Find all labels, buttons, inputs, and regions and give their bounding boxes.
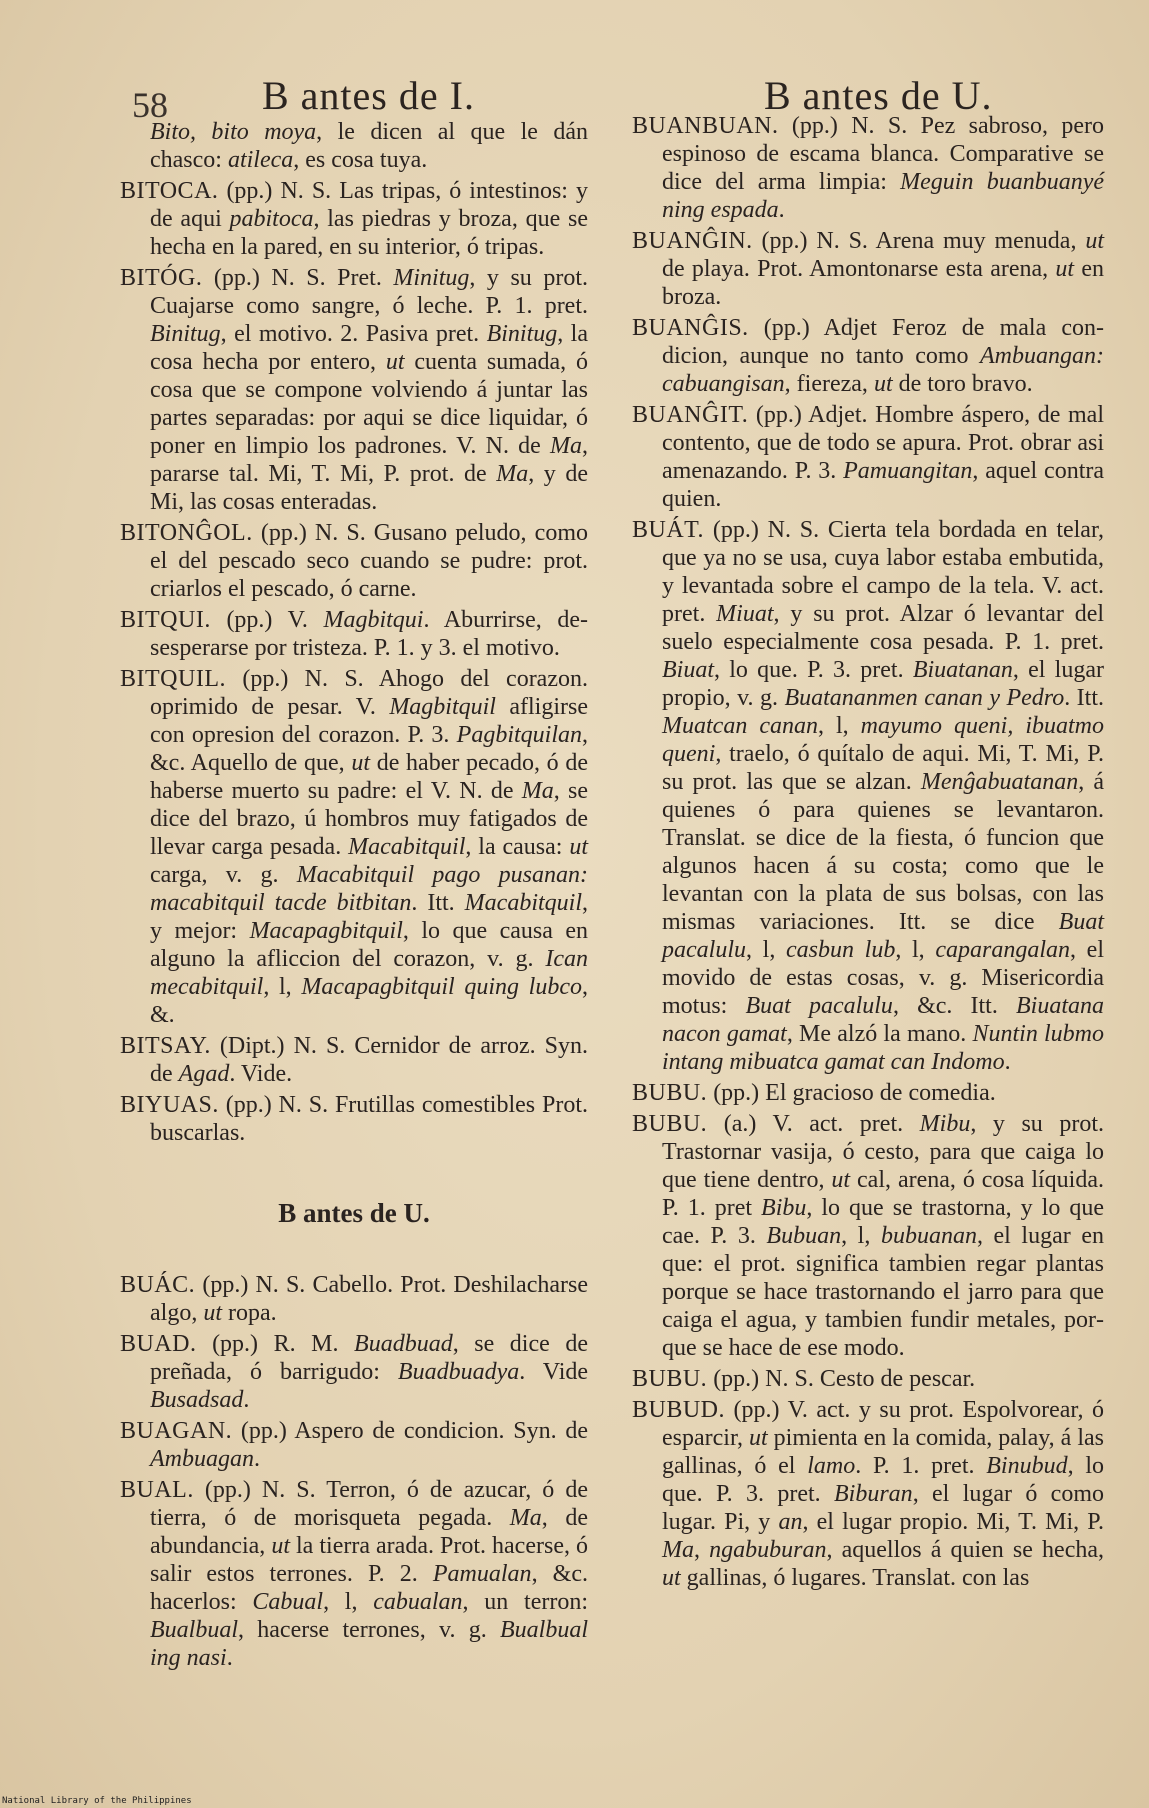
entry-headword: BITQUIL. (120, 666, 226, 692)
entry-text: (pp.) V. (210, 607, 324, 633)
entry-text: (a.) V. act. pret. (707, 1111, 920, 1137)
dictionary-entry (120, 1091, 588, 1147)
entry-text: cuenta sumada, ó cosa que se compone volviendo á juntar las partes separadas: por aqui se dice liquidar, ó poner en limpio los padrones. V. N. de (150, 349, 588, 459)
entry-term: ut (1055, 256, 1075, 282)
entry-text: . Itt. (411, 890, 465, 916)
entry-text: cal, arena, ó cosa líquida. P. 1. pret (662, 1167, 1104, 1221)
entry-text: en broza. (662, 256, 1105, 310)
entry-headword: BUAL. (120, 1477, 194, 1503)
entry-term: Macabitquil pago pusanan: macabitquil tacde bitbitan (150, 862, 588, 916)
left-entries (120, 118, 588, 1147)
dictionary-entry (120, 1330, 588, 1414)
entry-term: ut (749, 1425, 768, 1451)
entry-text: (pp.) N. S. Cesto de pescar. (707, 1366, 976, 1392)
entry-headword: BUAD. (120, 1331, 197, 1357)
entry-term: Pamuangitan (843, 458, 973, 484)
entry-text: , y mejor: (150, 890, 588, 944)
entry-term: Buadbuadya (397, 1359, 520, 1385)
dictionary-entry (632, 1365, 1104, 1393)
entry-term: Biuatanan (912, 657, 1013, 683)
dictionary-entry (632, 227, 1104, 311)
entry-text: , la cosa hecha por entero, (150, 321, 589, 375)
entry-term: Meguin buanbuanyé ning espada (662, 169, 1104, 223)
entry-term: pabitoca (229, 206, 314, 232)
entry-text: , las piedras y broza, que se hecha en la pared, en su interior, ó tripas. (150, 206, 588, 260)
entry-text: , &c. Itt. (892, 993, 1016, 1019)
left-entries-section-2 (120, 1271, 588, 1672)
entry-term: ut (873, 371, 893, 397)
entry-term: Bito, bito moya (150, 119, 317, 145)
entry-text: de playa. Prot. Amontonarse esta arena, (662, 256, 1056, 282)
entry-text: , el movido de estas cosas, v. g. Misericordia motus: (662, 937, 1104, 1019)
right-column (632, 112, 1104, 1595)
entry-term: mayumo queni, ibuatmo queni (662, 713, 1104, 767)
dictionary-entry (120, 1417, 588, 1473)
entry-text: , le dicen al que le dán chasco: (150, 119, 588, 173)
entry-text: , lo que. P. 3. pret. (662, 1453, 1104, 1507)
entry-text: . (254, 1446, 260, 1472)
entry-text: (pp.) N. S. Las tripas, ó intestinos: y de aqui (150, 178, 588, 232)
entry-term: cabualan (373, 1589, 463, 1615)
entry-term: Magbitqui (323, 607, 424, 633)
entry-text: (pp.) N. S. Frutillas comestibles Prot. buscarlas. (150, 1092, 588, 1146)
entry-text: , (694, 1537, 710, 1563)
right-entries (632, 112, 1104, 1592)
dictionary-entry (120, 665, 588, 1029)
entry-term: Magbitquil (389, 694, 496, 720)
entry-headword: BUÁC. (120, 1272, 196, 1298)
entry-term: ut (662, 1565, 681, 1591)
entry-text: (pp.) N. S. Ahogo del corazon. oprimido de pesar. V. (150, 666, 588, 720)
entry-term: ut (351, 750, 371, 776)
entry-headword: BITÓG. (120, 265, 203, 291)
entry-text: pimienta en la comida, palay, á las gallinas, ó el (662, 1425, 1104, 1479)
entry-term: atileca (227, 147, 294, 173)
entry-text: , se dice de preñada, ó barrigudo: (150, 1331, 588, 1385)
entry-term: Pagbitquilan (456, 722, 582, 748)
entry-term: bubuanan (880, 1223, 977, 1249)
entry-term: Cabual (252, 1589, 324, 1615)
entry-text: , &c. hacerlos: (150, 1561, 588, 1615)
entry-text: . Vide. (229, 1061, 293, 1087)
entry-text: , la causa: (465, 834, 570, 860)
entry-text: , &. (150, 974, 588, 1028)
entry-term: ut (831, 1167, 851, 1193)
entry-text: de toro bravo. (892, 371, 1033, 397)
entry-text: . P. 1. pret. (855, 1453, 987, 1479)
section-title: B antes de U. (278, 1198, 430, 1228)
entry-term: ut (271, 1533, 290, 1559)
entry-term: Bubuan (766, 1223, 842, 1249)
entry-term: lamo (807, 1453, 856, 1479)
entry-term: Ma (662, 1537, 694, 1563)
entry-text: , el motivo. 2. Pasiva pret. (220, 321, 487, 347)
entry-headword: BUBU. (632, 1366, 708, 1392)
dictionary-entry (120, 118, 588, 174)
dictionary-entry (120, 1271, 588, 1327)
entry-headword: BITSAY. (120, 1033, 211, 1059)
dictionary-entry (632, 401, 1104, 513)
dictionary-entry (120, 606, 588, 662)
entry-headword: BUANĜIN. (632, 228, 753, 254)
entry-text: carga, v. g. (150, 862, 297, 888)
entry-text: , l, (263, 974, 302, 1000)
entry-text: , es cosa tuya. (293, 147, 428, 173)
entry-text: , lo que se trastorna, y lo que cae. P. 3. (662, 1195, 1105, 1249)
entry-headword: BIYUAS. (120, 1092, 219, 1118)
entry-term: Muatcan canan (662, 713, 818, 739)
entry-text: , pararse tal. Mi, T. Mi, P. prot. de (150, 433, 588, 487)
entry-term: caparangalan (935, 937, 1070, 963)
entry-text: , el lugar propio, v. g. (662, 657, 1104, 711)
entry-term: an (778, 1509, 803, 1535)
entry-headword: BUAGAN. (120, 1418, 233, 1444)
entry-headword: BUBU. (632, 1080, 708, 1106)
entry-term: Mibu (919, 1111, 971, 1137)
entry-term: Ambuangan: cabuangisan (662, 343, 1104, 397)
entry-headword: BUANĜIT. (632, 402, 749, 428)
entry-term: Ican mecabitquil (150, 946, 588, 1000)
entry-term: Biburan (834, 1481, 913, 1507)
entry-text: , Me alzó la mano. (786, 1021, 973, 1047)
entry-text: . (1004, 1049, 1011, 1075)
page-number: 58 (132, 85, 168, 125)
entry-headword: BITOCA. (120, 178, 219, 204)
entry-term: Nuntin lubmo intang mibuatca gamat can Indomo (662, 1021, 1105, 1075)
entry-text: , &c. Aquello de que, (150, 722, 588, 776)
entry-term: Binitug (486, 321, 558, 347)
entry-text: , de abundancia, (150, 1505, 588, 1559)
entry-term: Ma (521, 778, 554, 804)
entry-term: Macapagbitquil (249, 918, 403, 944)
entry-text: (pp.) N. S. Terron, ó de azucar, ó de tierra, ó de morisqueta pegada. (150, 1477, 588, 1531)
entry-text: , lo que. P. 3. pret. (714, 657, 913, 683)
entry-term: Bibu (761, 1195, 807, 1221)
entry-term: Macabitquil (464, 890, 582, 916)
entry-term: ut (569, 834, 588, 860)
entry-text: (pp.) Adjet Feroz de mala condicion, aunque no tanto como (662, 315, 1104, 369)
dictionary-entry (632, 112, 1104, 224)
entry-text: , á quienes ó para quienes se levantaron. Translat. se dice de la fiesta, ó funcion que algunos hacen á su costa; como que le levantan con la plata de sus bolsas, con las mismas variaciones. Itt. se dice (662, 769, 1104, 935)
entry-text: (pp.) R. M. (196, 1331, 355, 1357)
left-column (120, 118, 588, 1675)
entry-text: . Vide (519, 1359, 589, 1385)
entry-headword: BUANĜIS. (632, 315, 749, 341)
entry-term: ut (385, 349, 405, 375)
entry-term: Agad (178, 1061, 230, 1087)
entry-text: , aquel contra quien. (662, 458, 1105, 512)
entry-term: Ambuagan (150, 1446, 254, 1472)
dictionary-entry (632, 1079, 1104, 1107)
entry-term: Biuat (662, 657, 714, 683)
entry-text: , y su prot. Cuajarse como sangre, ó leche. P. 1. pret. (150, 265, 589, 319)
entry-term: casbun lub (786, 937, 896, 963)
entry-term: Minitug (393, 265, 470, 291)
entry-text: , hacerse terrones, v. g. (238, 1617, 500, 1643)
entry-text: (Dipt.) N. S. Cernidor de arroz. Syn. de (150, 1033, 588, 1087)
entry-text: , y su prot. Alzar ó levantar del suelo especialmente cosa pesada. P. 1. pret. (662, 601, 1105, 655)
entry-text: afligirse con opresion del corazon. P. 3. (150, 694, 589, 748)
entry-text: (pp.) N. S. Pez sabroso, pero espinoso de escama blanca. Comparative se dice del arma limpia: (662, 113, 1104, 195)
entry-term: Buat pacalulu (745, 993, 893, 1019)
entry-text: (pp.) N. S. Cabello. Prot. Deshilacharse algo, (150, 1272, 588, 1326)
entry-term: Macapagbitquil quing lubco (301, 974, 582, 1000)
entry-headword: BITQUI. (120, 607, 211, 633)
entry-headword: BUBUD. (632, 1397, 726, 1423)
entry-text: , fiereza, (784, 371, 874, 397)
entry-text: (pp.) V. act. y su prot. Espolvorear, ó esparcir, (662, 1397, 1104, 1451)
entry-term: Ma (550, 433, 582, 459)
dictionary-entry (632, 1110, 1104, 1362)
running-head-right: B antes de U. (764, 73, 993, 118)
dictionary-entry (632, 314, 1104, 398)
entry-text: . Itt. (1064, 685, 1104, 711)
entry-term: Buatananmen canan y Pedro (784, 685, 1065, 711)
entry-term: Biuatana nacon gamat (662, 993, 1104, 1047)
dictionary-entry (120, 177, 588, 261)
entry-text: . (778, 197, 785, 223)
entry-text: , traelo, ó quítalo de aqui. Mi, T. Mi, P. su prot. las que se alzan. (662, 741, 1104, 795)
entry-text: la tierra arada. Prot. hacerse, ó salir estos terrones. P. 2. (150, 1533, 589, 1587)
entry-text: (pp.) Aspero de condicion. Syn. de (232, 1418, 588, 1444)
entry-text: ropa. (222, 1300, 277, 1326)
entry-text: (pp.) N. S. Cierta tela bordada en telar, que ya no se usa, cuya labor estaba embutida, y levantada sobre el campo de la tela. V. act. pret. (662, 517, 1104, 627)
dictionary-entry (120, 519, 588, 603)
running-head-left: B antes de I. (262, 73, 475, 118)
entry-text: . Aburrirse, desesperarse por tristeza. P. 1. y 3. el motivo. (150, 607, 588, 661)
entry-text: (pp.) N. S. Pret. (202, 265, 394, 291)
dictionary-entry (632, 1396, 1104, 1592)
entry-term: ngabuburan (709, 1537, 827, 1563)
entry-text: . (243, 1387, 250, 1413)
entry-text: , l, (746, 937, 786, 963)
entry-term: Ma (496, 461, 529, 487)
entry-term: Pamualan (432, 1561, 532, 1587)
entry-text: (pp.) El gracioso de comedia. (707, 1080, 996, 1106)
entry-text: , el lugar en que: el prot. significa tambien regar plantas porque se hace trastornando el jarro para que caiga el agua, y tambien fundir metales, porque se hace de ese modo. (662, 1223, 1104, 1361)
entry-text: de haber pecado, ó de haberse muerto su padre: el V. N. de (150, 750, 589, 804)
entry-text: , se dice del brazo, ú hombros muy fatigados de llevar carga pesada. (150, 778, 588, 860)
entry-text: , el lugar propio. Mi, T. Mi, P. (802, 1509, 1104, 1535)
entry-headword: BUÁT. (632, 517, 705, 543)
entry-text: , aquellos á quien se hecha, (826, 1537, 1104, 1563)
entry-headword: BUANBUAN. (632, 113, 779, 139)
entry-term: Bualbual ing nasi (150, 1617, 588, 1671)
entry-term: Binitug (150, 321, 221, 347)
entry-term: Miuat (716, 601, 774, 627)
dictionary-entry (120, 1476, 588, 1672)
entry-text: (pp.) N. S. Gusano peludo, como el del pescado seco cuando se pudre: prot. criarlos el pescado, ó carne. (150, 520, 588, 602)
entry-headword: BUBU. (632, 1111, 708, 1137)
entry-term: Menĝabuatanan (920, 769, 1079, 795)
entry-text: , y de Mi, las cosas enteradas. (150, 461, 588, 515)
dictionary-entry (120, 1032, 588, 1088)
entry-term: Busadsad (150, 1387, 244, 1413)
entry-term: Binubud (986, 1453, 1068, 1479)
entry-text: , l, (895, 937, 936, 963)
entry-headword: BITONĜOL. (120, 520, 253, 546)
dictionary-entry (120, 264, 588, 516)
entry-term: Buadbuad (354, 1331, 453, 1357)
entry-term: ut (1085, 228, 1104, 254)
entry-text: , el lugar ó como lugar. Pi, y (662, 1481, 1104, 1535)
entry-text: (pp.) Adjet. Hombre áspero, de mal contento, que de todo se apura. Prot. obrar asi amenazando. P. 3. (662, 402, 1104, 484)
entry-term: Macabitquil (348, 834, 466, 860)
entry-term: ut (203, 1300, 222, 1326)
entry-text: (pp.) N. S. Arena muy menuda, (752, 228, 1086, 254)
entry-text: gallinas, ó lugares. Translat. con las (680, 1565, 1030, 1591)
entry-term: Buat pacalulu (662, 909, 1104, 963)
entry-term: Ma (509, 1505, 542, 1531)
library-footer: National Library of the Philippines (2, 1796, 192, 1806)
entry-text: , l, (841, 1223, 881, 1249)
dictionary-entry (632, 516, 1104, 1076)
entry-text: . (226, 1645, 233, 1671)
entry-term: Bualbual (150, 1617, 238, 1643)
entry-text: , lo que causa en alguno la afliccion del corazon, v. g. (150, 918, 588, 972)
entry-text: , l, (323, 1589, 374, 1615)
entry-text: , l, (817, 713, 861, 739)
entry-text: , y su prot. Trastornar vasija, ó cesto, para que caiga lo que tiene dentro, (662, 1111, 1104, 1193)
entry-text: , un terron: (462, 1589, 589, 1615)
